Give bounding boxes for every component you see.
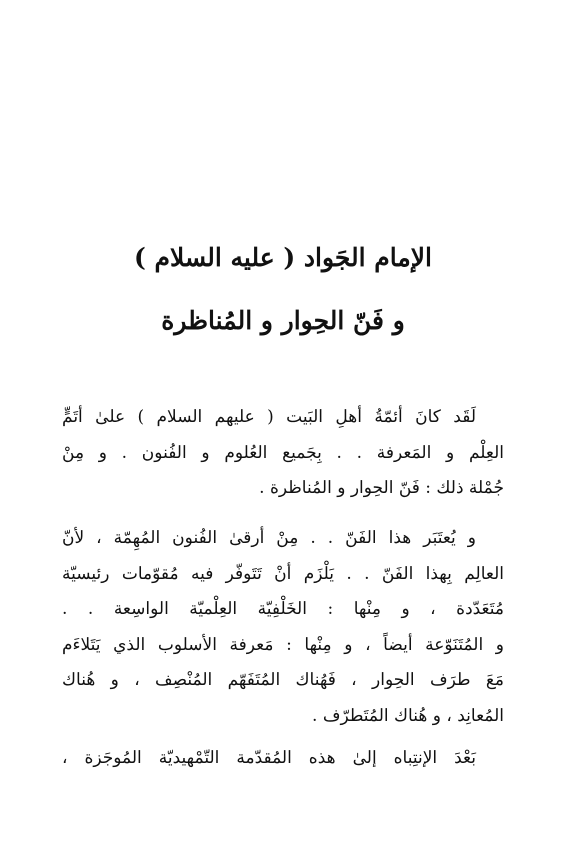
paragraph-line: العِلْم و المَعرفة . . بِجَميع العُلوم و الفُنون . و مِنْ <box>62 442 504 463</box>
paragraph-line: و المُتَنَوّعة أيضاً ، و مِنْها : مَعرفة الأسلوب الذي يَتَلاءَم <box>62 634 504 655</box>
paragraph-line: مَعَ طرَف الحِوار ، فَهُناك المُتَفَهّم المُنْصِف ، و هُناك <box>62 670 504 690</box>
paragraph-line: مُتَعَدّدة ، و مِنْها : الخَلْفِيّة العِلْميّة الواسِعة . . <box>62 599 504 619</box>
paragraph-2 <box>62 521 504 734</box>
paragraph-line: و يُعتَبَر هذا الفَنّ . . مِنْ أرقىٰ الفُنون المُهِمّة ، لأنّ <box>62 528 476 548</box>
paragraph-1 <box>62 400 504 507</box>
chapter-title: الإمام الجَواد ( عليه السلام ) <box>134 243 432 272</box>
paragraph-line: العالِم بِهذا الفَنّ . . يَلْزَم أنْ تَتَوفّر فيه مُقوّمات رئيسيّة <box>62 563 504 584</box>
chapter-subtitle: و فَنّ الحِوار و المُناظرة <box>161 306 405 335</box>
paragraph-line: جُمْلة ذلك : فَنّ الحِوار و المُناظرة . <box>259 478 504 498</box>
paragraph-line: بَعْدَ الإنتِباه إلىٰ هذه المُقدّمة التّمْهيديّة المُوجَزة ، <box>62 748 476 768</box>
paragraph-line: لَقَد كانَ أئمّةُ أهلِ البَيت ( عليهم السلام ) علىٰ أتَمٍّ <box>62 407 476 427</box>
paragraph-3 <box>62 741 504 777</box>
paragraph-line: المُعانِد ، و هُناك المُتَطرّف . <box>312 705 504 726</box>
